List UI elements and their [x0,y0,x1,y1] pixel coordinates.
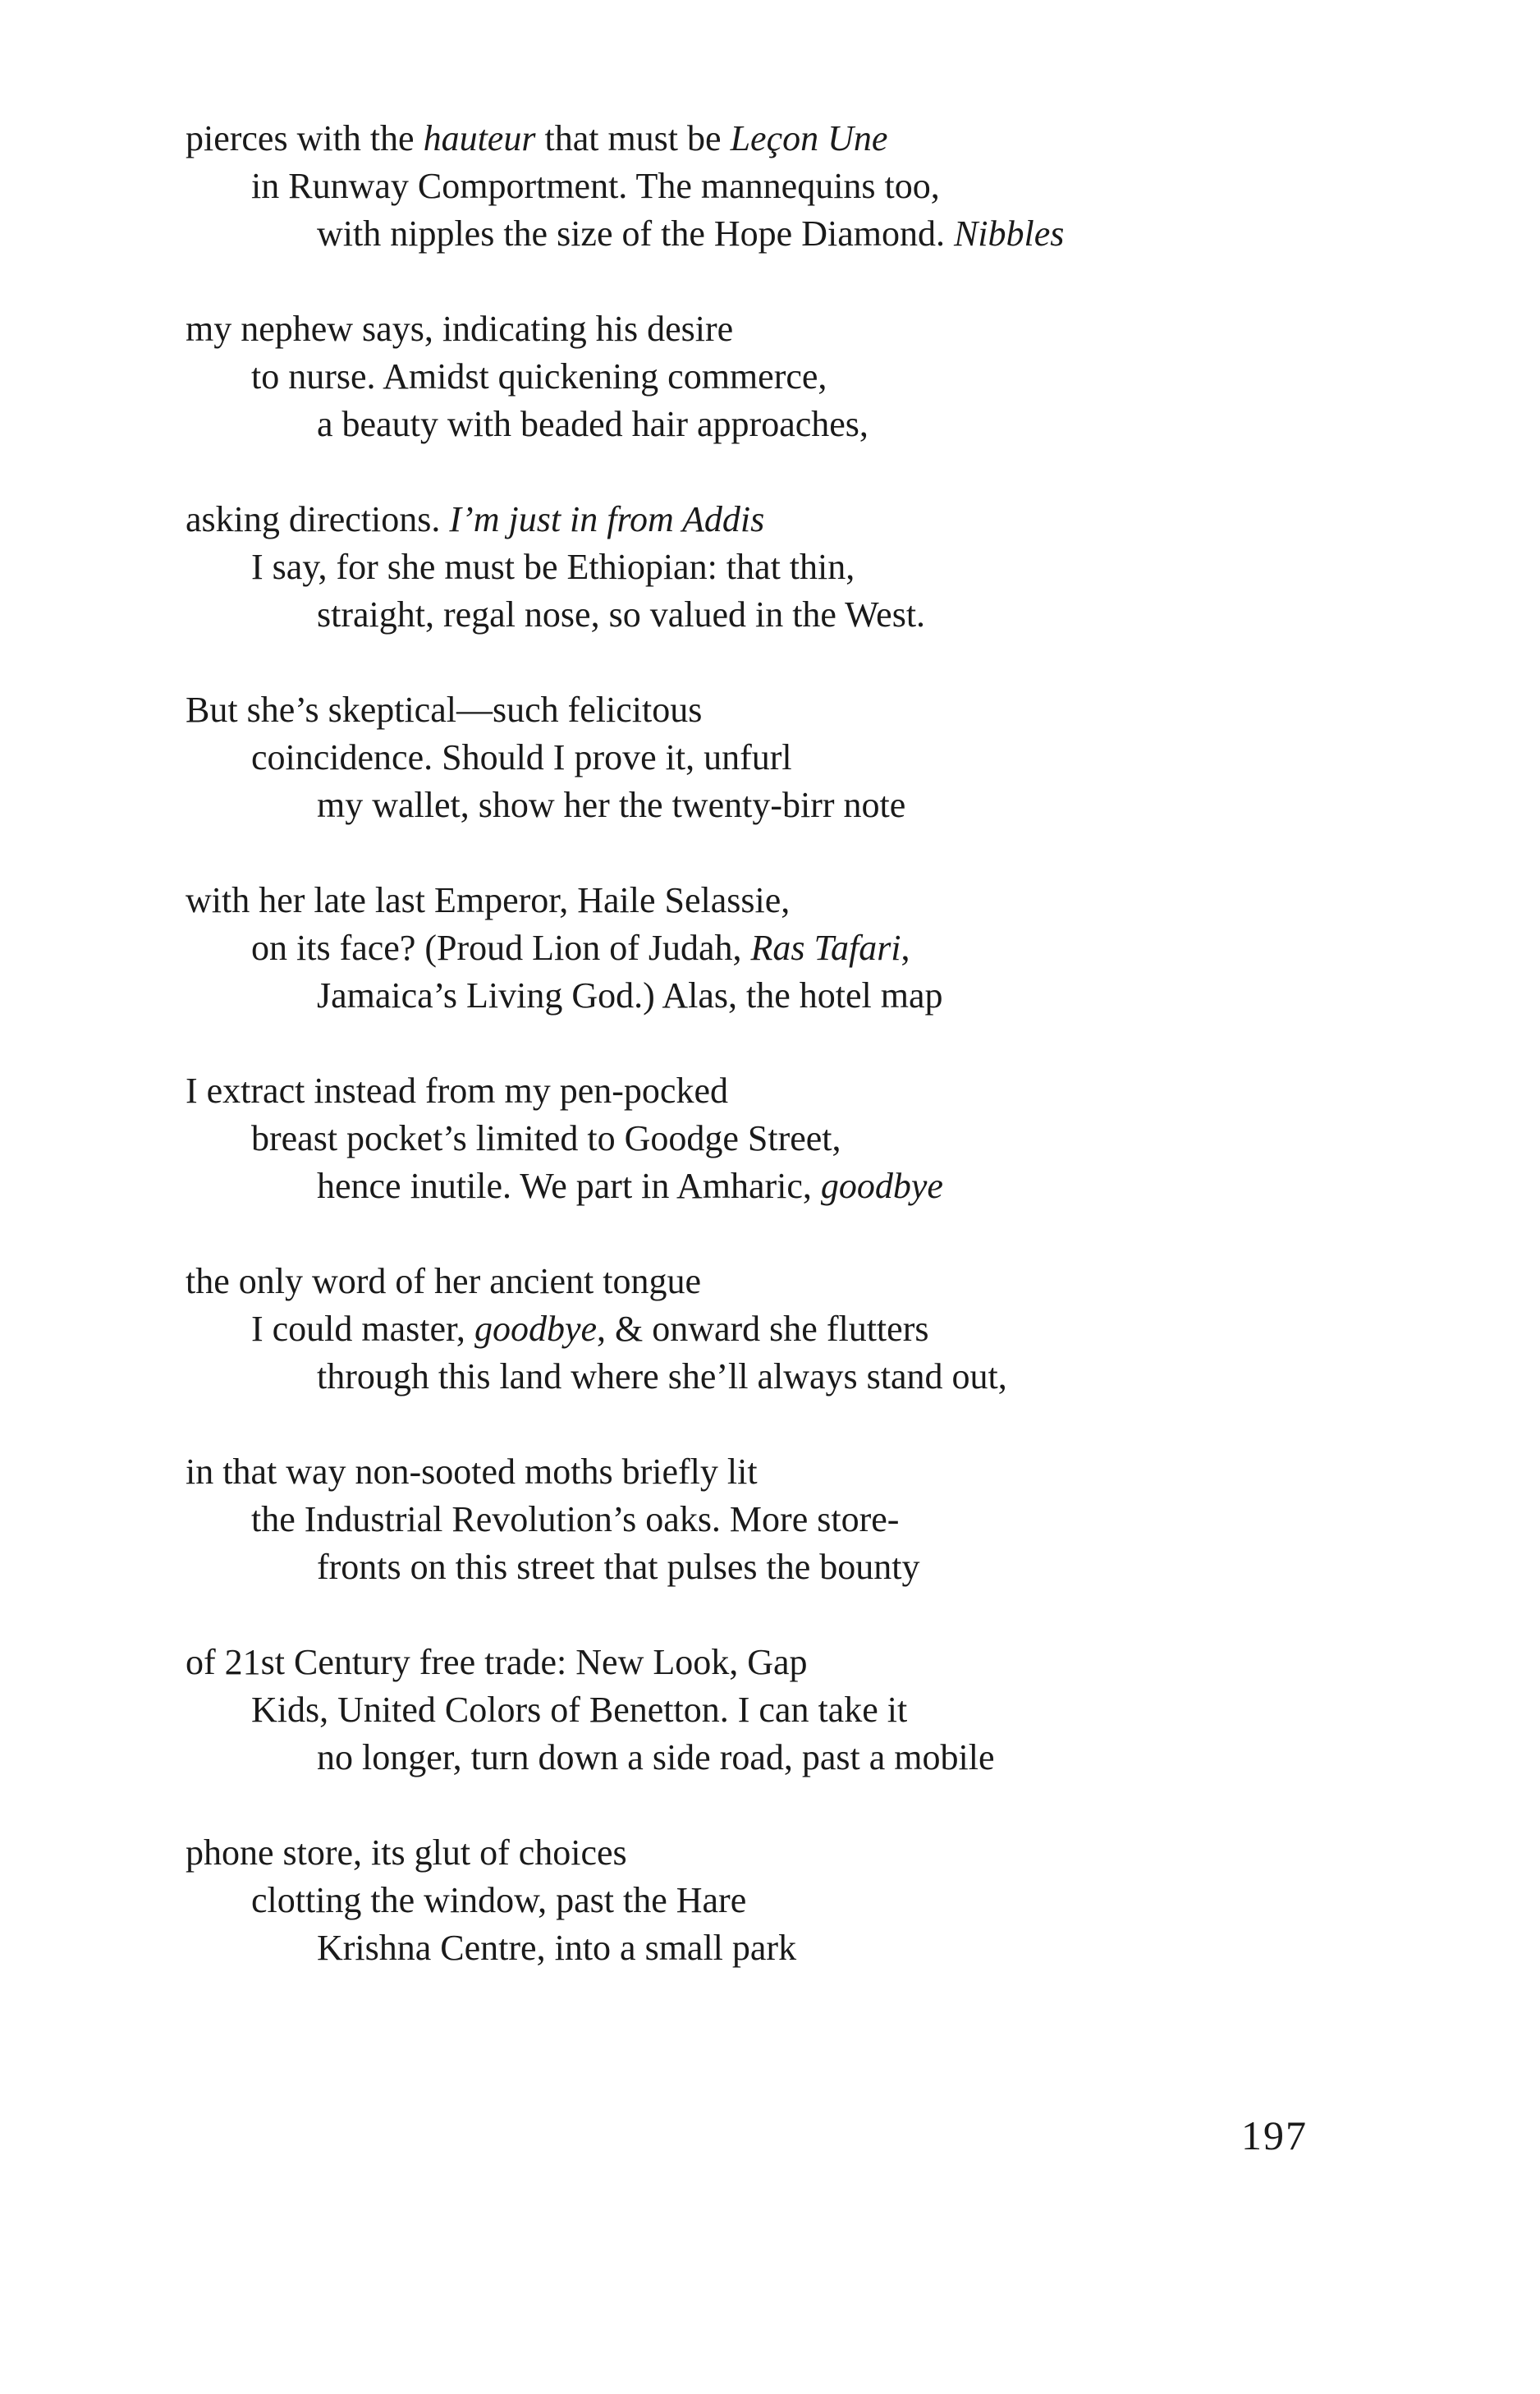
italic-text: Ras Tafari [750,928,901,968]
stanza [186,115,1376,258]
italic-text: goodbye [474,1309,597,1349]
line-text: breast pocket’s limited to Goodge Street, [251,1118,841,1158]
line-text: hence inutile. We part in Amharic, [317,1166,821,1206]
stanza [186,305,1376,448]
poem-line [186,1829,1376,1877]
line-text: a beauty with beaded hair approaches, [317,404,869,444]
line-text: my nephew says, indicating his desire [186,309,734,349]
line-text: Krishna Centre, into a small park [317,1928,797,1968]
poem-line [251,163,1376,210]
poem-line [317,972,1376,1020]
poem-line [317,401,1376,448]
italic-text: hauteur [423,118,536,158]
line-text: I could master, [251,1309,474,1349]
line-text: phone store, its glut of choices [186,1832,627,1873]
poem-body [186,115,1376,2020]
line-text: Kids, United Colors of Benetton. I can take it [251,1690,908,1730]
poem-line [317,782,1376,829]
line-text: fronts on this street that pulses the bounty [317,1547,920,1587]
stanza [186,877,1376,1020]
page-number: 197 [1241,2112,1308,2158]
poem-line [317,1924,1376,1972]
poem-line [186,877,1376,924]
poem-line [251,924,1376,972]
line-text: coincidence. Should I prove it, unfurl [251,737,792,777]
poem-line [186,686,1376,734]
poem-line [186,1448,1376,1496]
line-text: I say, for she must be Ethiopian: that thin, [251,547,855,587]
poem-line [186,1258,1376,1305]
line-text: Jamaica’s Living God.) Alas, the hotel map [317,975,943,1016]
stanza [186,1639,1376,1782]
poem-line [251,1877,1376,1924]
poem-line [186,1067,1376,1115]
poem-line [251,353,1376,401]
poem-line [251,543,1376,591]
line-text: I extract instead from my pen-pocked [186,1071,728,1111]
poem-line [251,1115,1376,1163]
line-text: the only word of her ancient tongue [186,1261,702,1301]
poem-line [317,1163,1376,1210]
line-text: in that way non-sooted moths briefly lit [186,1452,758,1492]
line-text: the Industrial Revolution’s oaks. More store- [251,1499,900,1539]
stanza [186,1067,1376,1210]
line-text: of 21st Century free trade: New Look, Gap [186,1642,808,1682]
poem-line [317,1734,1376,1782]
italic-text: goodbye [820,1166,943,1206]
poem-line [186,1639,1376,1686]
stanza [186,1829,1376,1972]
italic-text: I’m just in from Addis [449,499,765,539]
italic-text: Nibbles [953,213,1065,254]
line-text: through this land where she’ll always stand out, [317,1356,1007,1396]
line-text: in Runway Comportment. The mannequins too, [251,166,940,206]
line-text: with her late last Emperor, Haile Selassie, [186,880,791,920]
line-text: my wallet, show her the twenty-birr note [317,785,906,825]
poem-line [186,115,1376,163]
poem-line [317,1543,1376,1591]
poem-line [251,734,1376,782]
line-text: , [901,928,910,968]
line-text: straight, regal nose, so valued in the West. [317,594,926,635]
poem-line [251,1686,1376,1734]
line-text: pierces with the [186,118,424,158]
stanza [186,1258,1376,1401]
line-text: on its face? (Proud Lion of Judah, [251,928,751,968]
line-text: no longer, turn down a side road, past a mobile [317,1737,995,1777]
poem-line [317,591,1376,639]
line-text: clotting the window, past the Hare [251,1880,747,1920]
stanza [186,1448,1376,1591]
line-text: But she’s skeptical—such felicitous [186,690,703,730]
stanza [186,496,1376,639]
poem-line [186,496,1376,543]
line-text: to nurse. Amidst quickening commerce, [251,356,827,397]
stanza [186,686,1376,829]
poem-line [186,305,1376,353]
poem-line [251,1305,1376,1353]
line-text: with nipples the size of the Hope Diamond. [317,213,954,254]
line-text: asking directions. [186,499,450,539]
line-text: , & onward she flutters [597,1309,929,1349]
poem-line [317,1353,1376,1401]
italic-text: Leçon Une [730,118,888,158]
poem-line [317,210,1376,258]
poem-line [251,1496,1376,1543]
line-text: that must be [535,118,731,158]
